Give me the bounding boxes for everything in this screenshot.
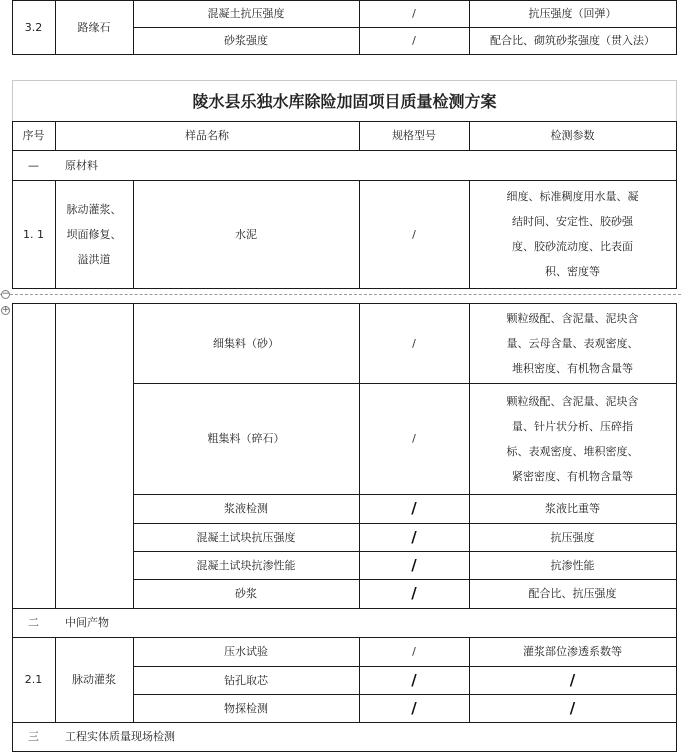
param-line: 量、针片状分析、压碎指 [512,419,633,433]
section-title: 原材料 [65,158,98,172]
test-params: / [569,698,576,717]
row-number: 2.1 [24,673,43,686]
test-params [469,303,676,383]
test-params: / [569,670,576,689]
param-line: 标、表观密度、堆积密度、 [506,444,639,458]
header-params: 检测参数 [550,129,595,142]
sample-name: 混凝土抗压强度 [207,7,285,20]
rule [55,303,56,609]
spec-value: / [411,499,417,517]
param-line: 积、密度等 [545,265,600,278]
sample-name: 钻孔取芯 [224,673,268,687]
document-title: 陵水县乐独水库除险加固项目质量检测方案 [192,91,497,111]
item-name: 路缘石 [77,20,111,34]
header-sample-name: 样品名称 [185,129,229,142]
spec-value: / [412,645,416,658]
section-title: 中间产物 [65,616,109,629]
sample-name: 混凝土试块抗渗性能 [196,558,296,572]
param-line: 细度、标准稠度用水量、凝 [506,190,639,203]
spec-value: / [411,555,417,574]
param-line: 紧密密度、有机物含量等 [512,469,633,483]
group-name: 脉动灌浆 [72,673,116,686]
spec-value: / [411,584,417,602]
expand-icon[interactable]: + [2,305,10,315]
test-params [469,383,676,494]
section-number: 二 [28,616,39,629]
section-number: — [28,158,39,172]
spec-value: / [412,432,416,445]
spec-value: / [412,7,416,20]
param-line: 结时间、安定性、胶砂强 [512,215,633,228]
param-line: 量、云母含量、表观密度、 [506,336,639,350]
rule [676,0,677,55]
test-params: 抗压强度 [550,530,595,544]
test-params: 浆液比重等 [545,502,600,515]
section-number: 三 [28,730,39,743]
group-name [55,180,133,288]
row-number: 3.2 [24,20,43,34]
param-line: 颗粒级配、含泥量、泥块含 [506,394,639,408]
sample-name: 压水试验 [224,645,268,658]
spec-value: / [412,336,416,350]
group-line: 脉动灌浆、 [66,202,122,216]
rule [676,303,677,752]
param-line: 堆积密度、有机物含量等 [512,361,633,375]
rule [12,751,677,752]
spec-value: / [411,670,417,689]
sample-name: 物探检测 [224,701,268,715]
sample-name: 混凝土试块抗压强度 [196,530,296,544]
sample-name: 浆液检测 [224,502,268,515]
test-params: 配合比、砌筑砂浆强度（贯入法） [490,34,655,47]
test-params: 抗压强度（回弹） [528,7,617,20]
sample-name: 细集料（砂） [213,336,279,350]
rule [12,54,677,55]
param-line: 颗粒级配、含泥量、泥块含 [506,311,639,325]
test-params [469,180,676,288]
section-title: 工程实体质量现场检测 [65,730,175,743]
sample-name: 水泥 [235,227,257,241]
rule [12,288,677,289]
header-no: 序号 [22,129,45,142]
test-params: 灌浆部位渗透系数等 [523,645,622,658]
sample-name: 粗集料（碎石） [207,432,285,445]
param-line: 度、胶砂流动度、比表面 [512,240,633,253]
spec-value: / [411,527,417,546]
spec-value: / [411,698,417,717]
page-break-line [0,294,681,295]
rule [676,121,677,289]
sample-name: 砂浆强度 [224,34,268,47]
spec-value: / [412,34,416,47]
collapse-icon[interactable]: − [2,289,10,299]
test-params: 配合比、抗压强度 [528,587,617,600]
test-params: 抗渗性能 [550,558,595,572]
sample-name: 砂浆 [235,587,257,600]
group-line: 溢洪道 [77,252,111,266]
header-spec: 规格型号 [392,129,436,142]
spec-value: / [412,227,416,241]
row-number: 1. 1 [23,227,44,241]
group-line: 坝面修复、 [66,227,122,241]
